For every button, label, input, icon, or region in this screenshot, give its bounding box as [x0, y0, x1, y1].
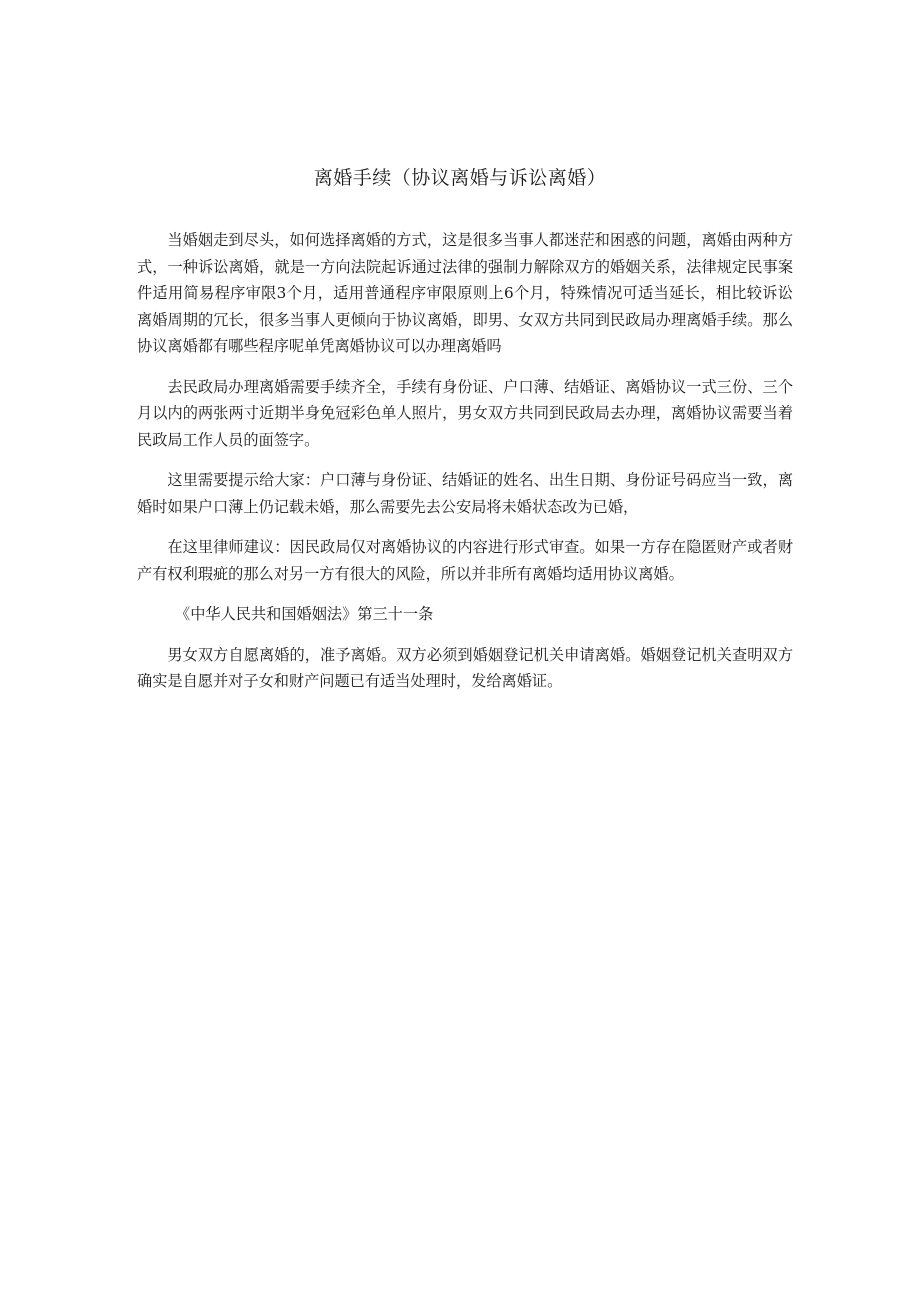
- law-article-title: 《中华人民共和国婚姻法》第三十一条: [175, 605, 434, 623]
- document-body: [137, 227, 793, 709]
- paragraph-notice: 这里需要提示给大家：户口薄与身份证、结婚证的姓名、出生日期、身份证号码应当一致，离婚时如果户口薄上仍记载未婚，那么需要先去公安局将未婚状态改为已婚，: [137, 471, 793, 516]
- paragraph-procedure: 去民政局办理离婚需要手续齐全，手续有身份证、户口薄、结婚证、离婚协议一式三份、三个月以内的两张两寸近期半身免冠彩色单人照片，男女双方共同到民政局去办理，离婚协议需要当着民政局工作人员的面签字。: [137, 377, 793, 449]
- paragraph-intro: 当婚姻走到尽头，如何选择离婚的方式，这是很多当事人都迷茫和困惑的问题，离婚由两种方式，一种诉讼离婚，就是一方向法院起诉通过法律的强制力解除双方的婚姻关系，法律规定民事案件适用简易程序审限3个月，适用普通程序审限原则上6个月，特殊情况可适当延长，相比较诉讼离婚周期的冗长，很多当事人更倾向于协议离婚，即男、女双方共同到民政局办理离婚手续。那么协议离婚都有哪些程序呢单凭离婚协议可以办理离婚吗: [137, 231, 793, 355]
- paragraph-lawyer-advice: 在这里律师建议：因民政局仅对离婚协议的内容进行形式审查。如果一方存在隐匿财产或者财产有权利瑕疵的那么对另一方有很大的风险，所以并非所有离婚均适用协议离婚。: [137, 538, 793, 583]
- document-title: 离婚手续（协议离婚与诉讼离婚）: [313, 167, 607, 189]
- law-article-text: 男女双方自愿离婚的，准予离婚。双方必须到婚姻登记机关申请离婚。婚姻登记机关查明双方确实是自愿并对子女和财产问题已有适当处理时，发给离婚证。: [137, 645, 793, 690]
